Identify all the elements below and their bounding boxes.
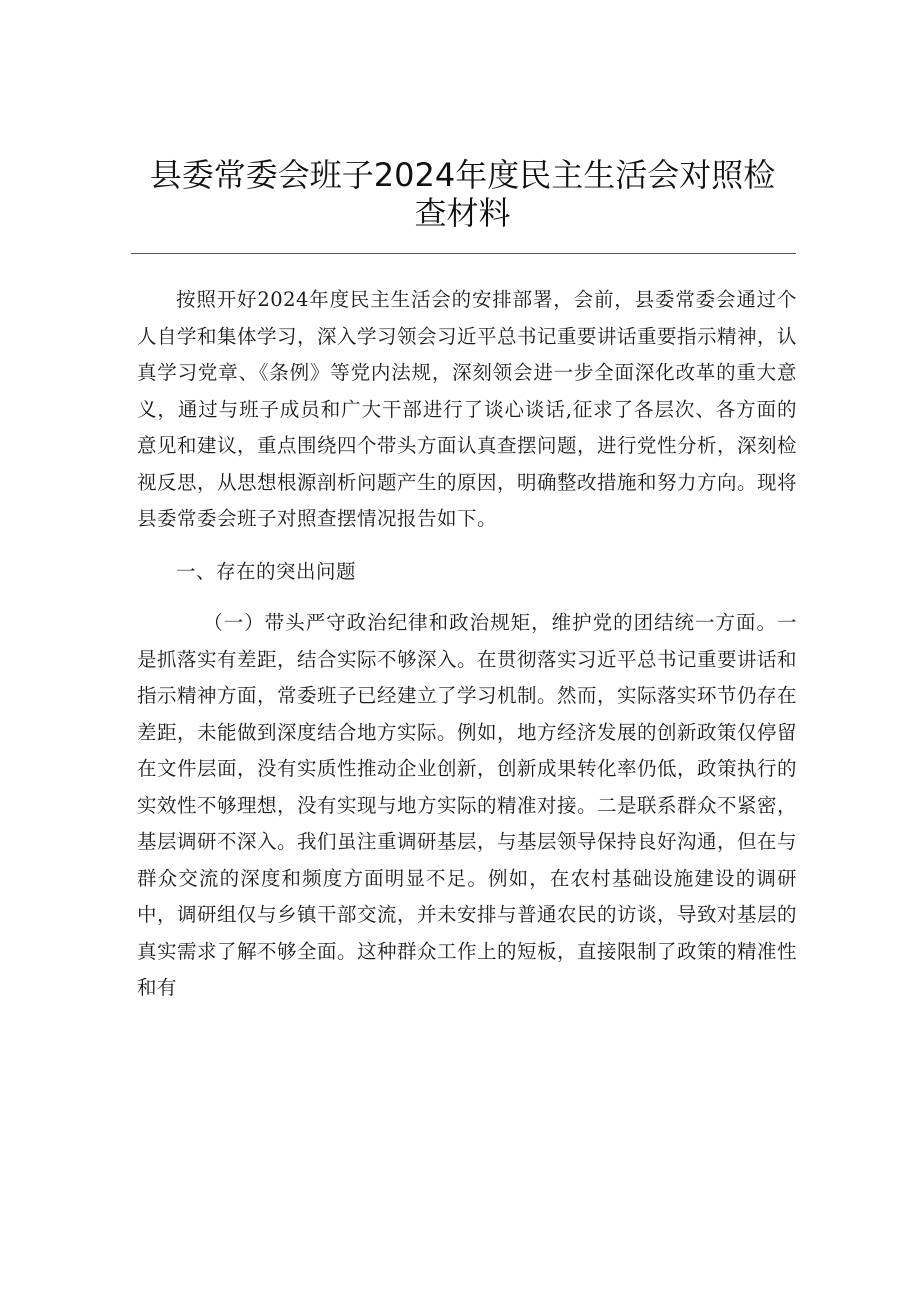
document-title (130, 156, 795, 232)
section-paragraph: （一）带头严守政治纪律和政治规矩，维护党的团结统一方面。一是抓落实有差距，结合实际不够深入。在贯彻落实习近平总书记重要讲话和指示精神方面，常委班子已经建立了学习机制。然而，实际落实环节仍存在差距，未能做到深度结合地方实际。例如，地方经济发展的创新政策仅停留在文件层面，没有实质性推动企业创新，创新成果转化率仍低，政策执行的实效性不够理想，没有实现与地方实际的精准对接。二是联系群众不紧密，基层调研不深入。我们虽注重调研基层，与基层领导保持良好沟通，但在与群众交流的深度和频度方面明显不足。例如，在农村基础设施建设的调研中，调研组仅与乡镇干部交流，并未安排与普通农民的访谈，导致对基层的真实需求了解不够全面。这种群众工作上的短板，直接限制了政策的精准性和有 (137, 611, 798, 999)
document-body (137, 282, 797, 1007)
section-heading: 一、存在的突出问题 (176, 559, 357, 583)
document-title-line-1: 县委常委会班子2024年度民主生活会对照检 (149, 156, 776, 194)
document-title-line-2: 查材料 (414, 194, 511, 232)
intro-paragraph: 按照开好2024年度民主生活会的安排部署，会前，县委常委会通过个人自学和集体学习，深入学习领会习近平总书记重要讲话重要指示精神，认真学习党章、《条例》等党内法规，深刻领会进一步全面深化改革的重大意义，通过与班子成员和广大干部进行了谈心谈话,征求了各层次、各方面的意见和建议，重点围绕四个带头方面认真查摆问题，进行党性分析，深刻检视反思，从思想根源剖析问题产生的原因，明确整改措施和努力方向。现将县委常委会班子对照查摆情况报告如下。 (137, 288, 798, 530)
title-divider (131, 253, 796, 254)
